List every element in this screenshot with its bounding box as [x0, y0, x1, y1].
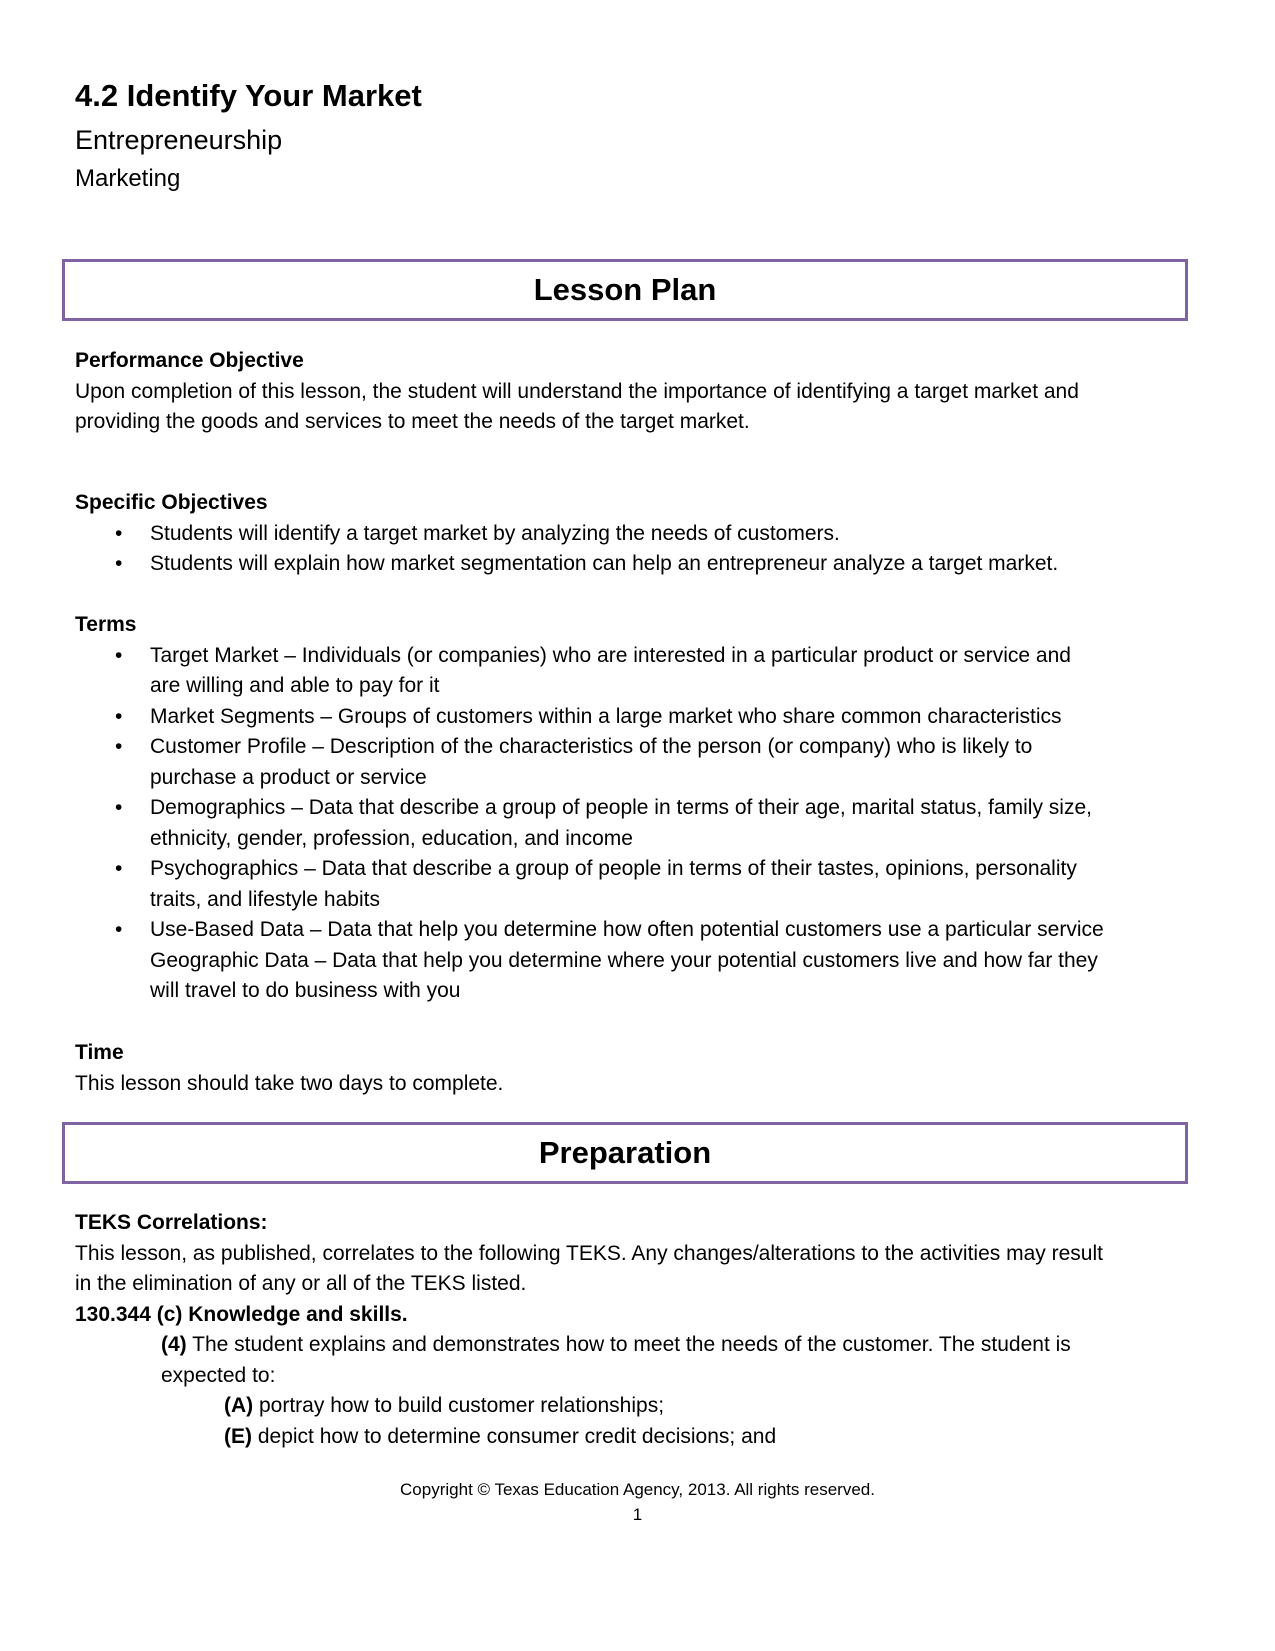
time-heading: Time — [75, 1041, 124, 1064]
lesson-plan-banner: Lesson Plan — [62, 259, 1188, 321]
document-title: 4.2 Identify Your Market — [75, 78, 422, 113]
bullet-icon: • — [115, 552, 123, 575]
objective-text: Students will explain how market segmentation can help an entrepreneur analyze a target market. — [150, 552, 1059, 575]
term-line: are willing and able to pay for it — [150, 674, 440, 697]
list-item — [75, 549, 1205, 580]
term-line: will travel to do business with you — [150, 979, 461, 1002]
standard-4 — [75, 1330, 1205, 1391]
teks-line: in the elimination of any or all of the TEKS listed. — [75, 1272, 527, 1295]
teks-heading: TEKS Correlations: — [75, 1211, 268, 1234]
term-line: Geographic Data – Data that help you determine where your potential customers live and how far they — [150, 948, 1098, 972]
term-line: Target Market – Individuals (or companies) who are interested in a particular product or service and — [150, 643, 1071, 667]
standard-4e — [75, 1422, 1205, 1453]
teks-section-title: 130.344 (c) Knowledge and skills. — [75, 1302, 408, 1326]
performance-objective-section — [75, 346, 1205, 438]
term-line: Customer Profile – Description of the characteristics of the person (or company) who is likely to — [150, 735, 1033, 758]
terms-heading: Terms — [75, 613, 137, 636]
list-item — [75, 702, 1205, 733]
performance-objective-line: Upon completion of this lesson, the student will understand the importance of identifying a target market and — [75, 379, 1079, 403]
performance-objective-line: providing the goods and services to meet the needs of the target market. — [75, 410, 750, 433]
subject-name: Marketing — [75, 165, 181, 192]
bullet-icon: • — [115, 735, 123, 758]
list-item — [75, 732, 1205, 793]
specific-objectives-list — [75, 519, 1205, 580]
standard-text: expected to: — [161, 1363, 276, 1387]
time-text: This lesson should take two days to complete. — [75, 1071, 504, 1095]
page-number: 1 — [632, 1505, 643, 1524]
term-line: Demographics – Data that describe a group of people in terms of their age, marital status, family size, — [150, 796, 1092, 819]
objective-text: Students will identify a target market by analyzing the needs of customers. — [150, 521, 840, 545]
copyright-notice: Copyright © Texas Education Agency, 2013. All rights reserved. — [400, 1480, 875, 1499]
bullet-icon: • — [115, 857, 123, 880]
terms-list — [75, 641, 1205, 1007]
list-item — [75, 915, 1205, 1007]
list-item — [75, 641, 1205, 702]
time-section — [75, 1038, 1205, 1099]
teks-section — [75, 1208, 1205, 1452]
standard-label: (4) — [161, 1333, 187, 1356]
bullet-icon: • — [115, 918, 123, 941]
preparation-banner: Preparation — [62, 1122, 1188, 1184]
standard-text: The student explains and demonstrates how to meet the needs of the customer. The student is — [192, 1333, 1071, 1356]
teks-line: This lesson, as published, correlates to the following TEKS. Any changes/alterations to the activities may result — [75, 1241, 1103, 1265]
term-line: traits, and lifestyle habits — [150, 887, 380, 911]
bullet-icon: • — [115, 643, 123, 667]
bullet-icon: • — [115, 704, 123, 728]
bullet-icon: • — [115, 521, 123, 545]
term-line: Market Segments – Groups of customers within a large market who share common characteristics — [150, 704, 1062, 728]
bullet-icon: • — [115, 796, 123, 819]
term-line: purchase a product or service — [150, 765, 427, 789]
term-line: Use-Based Data – Data that help you determine how often potential customers use a particular service — [150, 918, 1104, 941]
list-item — [75, 793, 1205, 854]
sub-standard-label: (A) — [224, 1394, 254, 1417]
sub-standard-text: depict how to determine consumer credit decisions; and — [257, 1424, 777, 1448]
specific-objectives-heading: Specific Objectives — [75, 491, 268, 514]
performance-objective-heading: Performance Objective — [75, 349, 304, 372]
term-line: Psychographics – Data that describe a group of people in terms of their tastes, opinions, personality — [150, 857, 1077, 880]
course-name: Entrepreneurship — [75, 125, 283, 155]
sub-standard-text: portray how to build customer relationships; — [259, 1394, 665, 1417]
terms-section — [75, 610, 1205, 1007]
sub-standard-label: (E) — [224, 1424, 252, 1448]
term-line: ethnicity, gender, profession, education, and income — [150, 826, 633, 850]
standard-4a — [75, 1391, 1205, 1422]
list-item — [75, 519, 1205, 550]
list-item — [75, 854, 1205, 915]
specific-objectives-section — [75, 488, 1205, 580]
